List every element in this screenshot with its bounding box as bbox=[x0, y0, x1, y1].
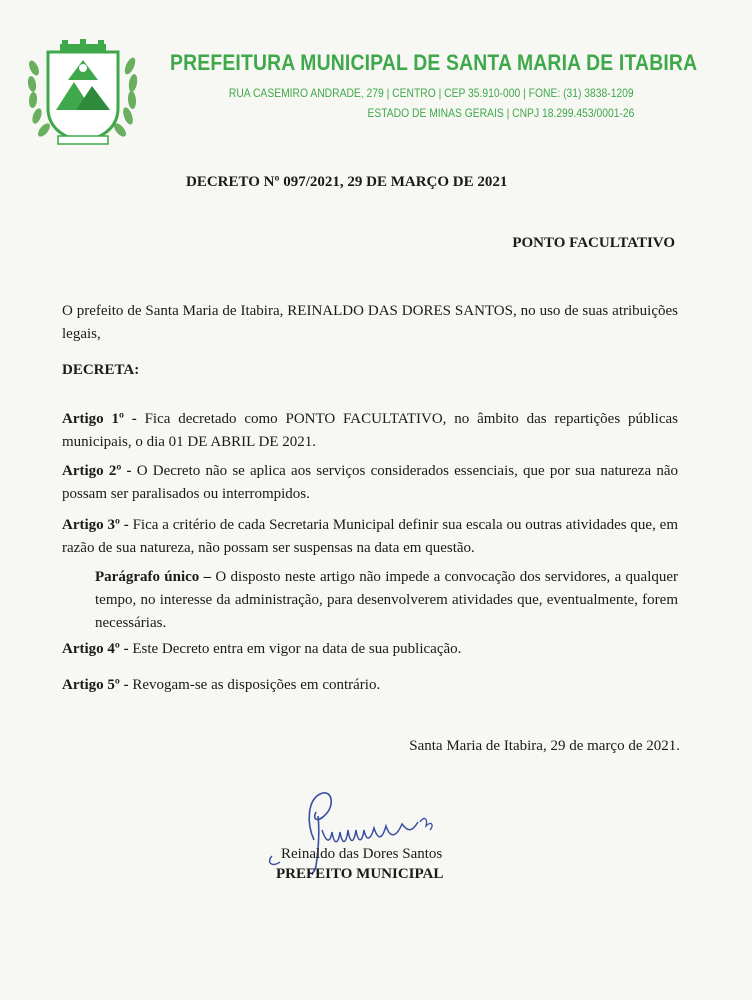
decree-title: DECRETO Nº 097/2021, 29 DE MARÇO DE 2021 bbox=[186, 174, 508, 190]
municipality-title: PREFEITURA MUNICIPAL DE SANTA MARIA DE ITABIRA bbox=[170, 50, 698, 75]
intro-paragraph: O prefeito de Santa Maria de Itabira, REINALDO DAS DORES SANTOS, no uso de suas atribuições legais, bbox=[62, 303, 678, 342]
article-text: Revogam-se as disposições em contrário. bbox=[132, 677, 381, 693]
article-label: Artigo 3º - bbox=[62, 517, 129, 533]
article-text: Fica a critério de cada Secretaria Municipal definir sua escala ou outras atividades que, em razão de sua natureza, não possam ser suspensas na data em questão. bbox=[62, 517, 678, 556]
municipal-crest-icon bbox=[24, 38, 142, 150]
decreta-heading: DECRETA: bbox=[62, 362, 140, 378]
decree-subject: PONTO FACULTATIVO bbox=[512, 235, 675, 251]
article-text: Fica decretado como PONTO FACULTATIVO, no âmbito das repartições públicas municipais, o dia 01 DE ABRIL DE 2021. bbox=[62, 411, 678, 450]
article-1 bbox=[62, 408, 678, 454]
paragraph-text: O disposto neste artigo não impede a convocação dos servidores, a qualquer tempo, no interesse da administração, para desenvolverem atividades que, eventualmente, forem necessárias. bbox=[95, 569, 679, 631]
place-and-date: Santa Maria de Itabira, 29 de março de 2021. bbox=[409, 738, 680, 754]
article-label: Artigo 1º - bbox=[62, 411, 137, 427]
article-text: Este Decreto entra em vigor na data de sua publicação. bbox=[132, 641, 462, 657]
signer-name: Reinaldo das Dores Santos bbox=[281, 846, 443, 862]
article-label: Artigo 2º - bbox=[62, 463, 132, 479]
article-text: O Decreto não se aplica aos serviços considerados essenciais, que por sua natureza não possam ser paralisados ou interrompidos. bbox=[62, 463, 678, 502]
signer-role: PREFEITO MUNICIPAL bbox=[276, 866, 444, 882]
article-label: Artigo 5º - bbox=[62, 677, 129, 693]
state-cnpj-line: ESTADO DE MINAS GERAIS | CNPJ 18.299.453/0001-26 bbox=[367, 106, 634, 120]
article-2 bbox=[62, 460, 678, 506]
article-5 bbox=[62, 674, 678, 697]
article-label: Artigo 4º - bbox=[62, 641, 129, 657]
paragraph-label: Parágrafo único – bbox=[95, 569, 212, 585]
article-3 bbox=[62, 514, 678, 560]
address-line: RUA CASEMIRO ANDRADE, 279 | CENTRO | CEP 35.910-000 | FONE: (31) 3838-1209 bbox=[229, 86, 634, 100]
article-4 bbox=[62, 638, 678, 661]
paragraph-unico bbox=[95, 566, 678, 635]
